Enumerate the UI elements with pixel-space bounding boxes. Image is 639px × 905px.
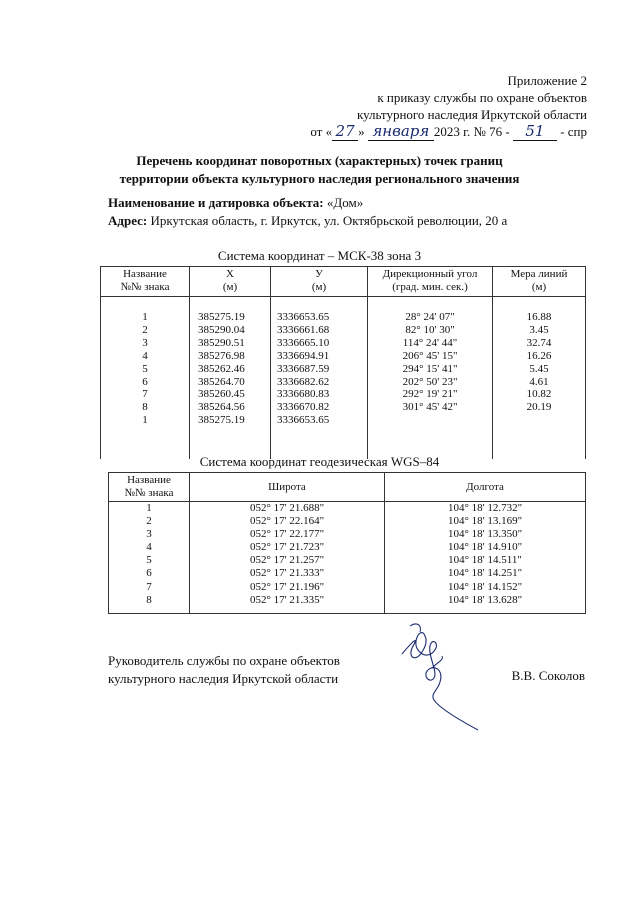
t2-col-lon — [385, 502, 586, 614]
t1-length-cell: 4.61 — [529, 375, 549, 388]
signature-block — [108, 652, 340, 688]
t2-name-cell: 3 — [146, 528, 152, 541]
t1-y-cell: 3336653.65 — [277, 414, 330, 427]
t1-name-cell: 4 — [142, 349, 148, 362]
t2-lon-cell: 104° 18' 12.732" — [447, 502, 523, 514]
object-info — [108, 194, 507, 230]
title-line2: территории объекта культурного наследия регионального значения — [119, 171, 520, 186]
t1-header-angle: Дирекционный угол (град. мин. сек.) — [368, 267, 493, 297]
t2-name-cell: 4 — [146, 541, 152, 554]
t1-angle-cell: 292° 19' 21" — [402, 388, 458, 401]
t1-y-cell: 3336687.59 — [277, 362, 330, 375]
sign-line1: Руководитель службы по охране объектов — [108, 653, 340, 668]
annex-line3: культурного наследия Иркутской области — [356, 107, 587, 122]
t2-lat-cell: 052° 17' 21.257" — [249, 554, 325, 567]
annex-suffix: - спр — [560, 124, 587, 139]
t1-header-x: X (м) — [190, 267, 271, 297]
t2-lon-cell: 104° 18' 13.169" — [447, 515, 523, 528]
t1-header-y: У (м) — [271, 267, 368, 297]
object-name-value: «Дом» — [326, 195, 364, 210]
handwritten-signature-icon — [382, 612, 482, 732]
t1-name-cell: 7 — [142, 388, 148, 401]
title-line1: Перечень координат поворотных (характерных) точек границ — [136, 153, 503, 168]
t1-x-cell: 385260.45 — [198, 388, 245, 401]
t1-angle-cell: 28° 24' 07" — [405, 311, 455, 323]
t1-name-cell: 6 — [142, 375, 148, 388]
t1-length-cell: 16.26 — [526, 349, 552, 362]
t1-angle-cell: 202° 50' 23" — [402, 375, 458, 388]
t2-lon-cell: 104° 18' 14.251" — [447, 567, 523, 580]
t1-y-cell: 3336661.68 — [277, 323, 330, 336]
t2-name-cell: 6 — [146, 567, 152, 580]
t1-angle-cell: 82° 10' 30" — [405, 323, 455, 336]
t1-name-cell: 1 — [142, 311, 148, 323]
t2-lat-cell: 052° 17' 22.164" — [249, 515, 325, 528]
t1-y-cell: 3336653.65 — [277, 311, 330, 323]
t2-lon-cell: 104° 18' 14.910" — [447, 541, 523, 554]
t1-y-cell: 3336665.10 — [277, 336, 330, 349]
t1-header-length: Мера линий (м) — [493, 267, 586, 297]
table1-title: Система координат – МСК-38 зона 3 — [217, 248, 422, 263]
t2-header-lon: Долгота — [385, 473, 586, 502]
t1-col-angles — [368, 297, 493, 460]
t1-length-cell: 10.82 — [526, 388, 552, 401]
t1-x-cell: 385275.19 — [198, 311, 245, 323]
t1-name-cell: 1 — [142, 414, 148, 427]
t2-lat-cell: 052° 17' 21.333" — [249, 567, 325, 580]
t1-x-cell: 385290.04 — [198, 323, 245, 336]
t1-name-cell: 8 — [142, 401, 148, 414]
t1-angle-cell: 294° 15' 41" — [402, 362, 458, 375]
t1-length-cell: 3.45 — [529, 323, 549, 336]
signer-name: В.В. Соколов — [511, 668, 585, 683]
t1-length-cell: 32.74 — [526, 336, 552, 349]
annex-num: 51 — [513, 123, 557, 141]
t2-lat-cell: 052° 17' 21.196" — [249, 580, 325, 593]
t1-y-cell: 3336680.83 — [277, 388, 330, 401]
annex-month: января — [368, 123, 434, 141]
t2-header-lat: Широта — [190, 473, 385, 502]
t2-lon-cell: 104° 18' 13.628" — [447, 593, 523, 606]
t2-lat-cell: 052° 17' 21.688" — [249, 502, 325, 514]
t1-angle-cell: 114° 24' 44" — [402, 336, 458, 349]
t2-col-lat — [190, 502, 385, 614]
t2-name-cell: 2 — [146, 515, 152, 528]
t1-header-name: Название №№ знака — [101, 267, 190, 297]
t1-x-cell: 385276.98 — [198, 349, 245, 362]
t1-col-names — [101, 297, 190, 460]
sign-line2: культурного наследия Иркутской области — [108, 671, 339, 686]
t1-x-cell: 385290.51 — [198, 336, 245, 349]
t1-length-cell: 20.19 — [526, 401, 552, 414]
page-title — [0, 152, 639, 188]
t1-y-cell: 3336682.62 — [277, 375, 330, 388]
t1-y-cell: 3336670.82 — [277, 401, 330, 414]
annex-line1: Приложение 2 — [507, 73, 587, 88]
t1-angle-cell: 206° 45' 15" — [402, 349, 458, 362]
object-name-label: Наименование и датировка объекта: — [108, 195, 324, 210]
t1-x-cell: 385262.46 — [198, 362, 245, 375]
annex-close: » — [358, 124, 365, 139]
t1-angle-cell: 301° 45' 42" — [402, 401, 458, 414]
annex-from: от « — [310, 124, 333, 139]
t2-header-name: Название №№ знака — [109, 473, 190, 502]
t2-lon-cell: 104° 18' 14.152" — [447, 580, 523, 593]
t1-x-cell: 385275.19 — [198, 414, 245, 427]
t1-col-lengths — [493, 297, 586, 460]
t2-lon-cell: 104° 18' 14.511" — [448, 554, 522, 567]
t1-name-cell: 2 — [142, 323, 148, 336]
t1-col-y — [271, 297, 368, 460]
annex-year-no: 2023 г. № 76 - — [433, 124, 510, 139]
annex-date-line — [310, 123, 587, 141]
annex-day: 27 — [332, 123, 358, 141]
annex-block — [310, 72, 587, 141]
t1-name-cell: 5 — [142, 362, 148, 375]
object-address-label: Адрес: — [108, 213, 148, 228]
t1-length-cell: 5.45 — [529, 362, 549, 375]
t2-lat-cell: 052° 17' 21.723" — [249, 541, 325, 554]
t2-lat-cell: 052° 17' 22.177" — [249, 528, 325, 541]
t2-col-names — [109, 502, 190, 614]
annex-line2: к приказу службы по охране объектов — [377, 90, 587, 105]
t2-name-cell: 5 — [146, 554, 152, 567]
object-address-value: Иркутская область, г. Иркутск, ул. Октябрьской революции, 20 а — [150, 213, 508, 228]
t2-name-cell: 1 — [146, 502, 152, 514]
t1-x-cell: 385264.70 — [198, 375, 245, 388]
t2-name-cell: 7 — [146, 580, 152, 593]
t1-length-cell: 16.88 — [526, 311, 552, 323]
t1-y-cell: 3336694.91 — [277, 349, 330, 362]
t2-lon-cell: 104° 18' 13.350" — [447, 528, 523, 541]
wgs-coordinates-table — [108, 472, 586, 614]
table2-title: Система координат геодезическая WGS–84 — [199, 454, 440, 469]
t1-name-cell: 3 — [142, 336, 148, 349]
t2-lat-cell: 052° 17' 21.335" — [249, 593, 325, 606]
msk-coordinates-table — [100, 266, 586, 459]
t2-name-cell: 8 — [146, 593, 152, 606]
t1-col-x — [190, 297, 271, 460]
t1-x-cell: 385264.56 — [198, 401, 245, 414]
